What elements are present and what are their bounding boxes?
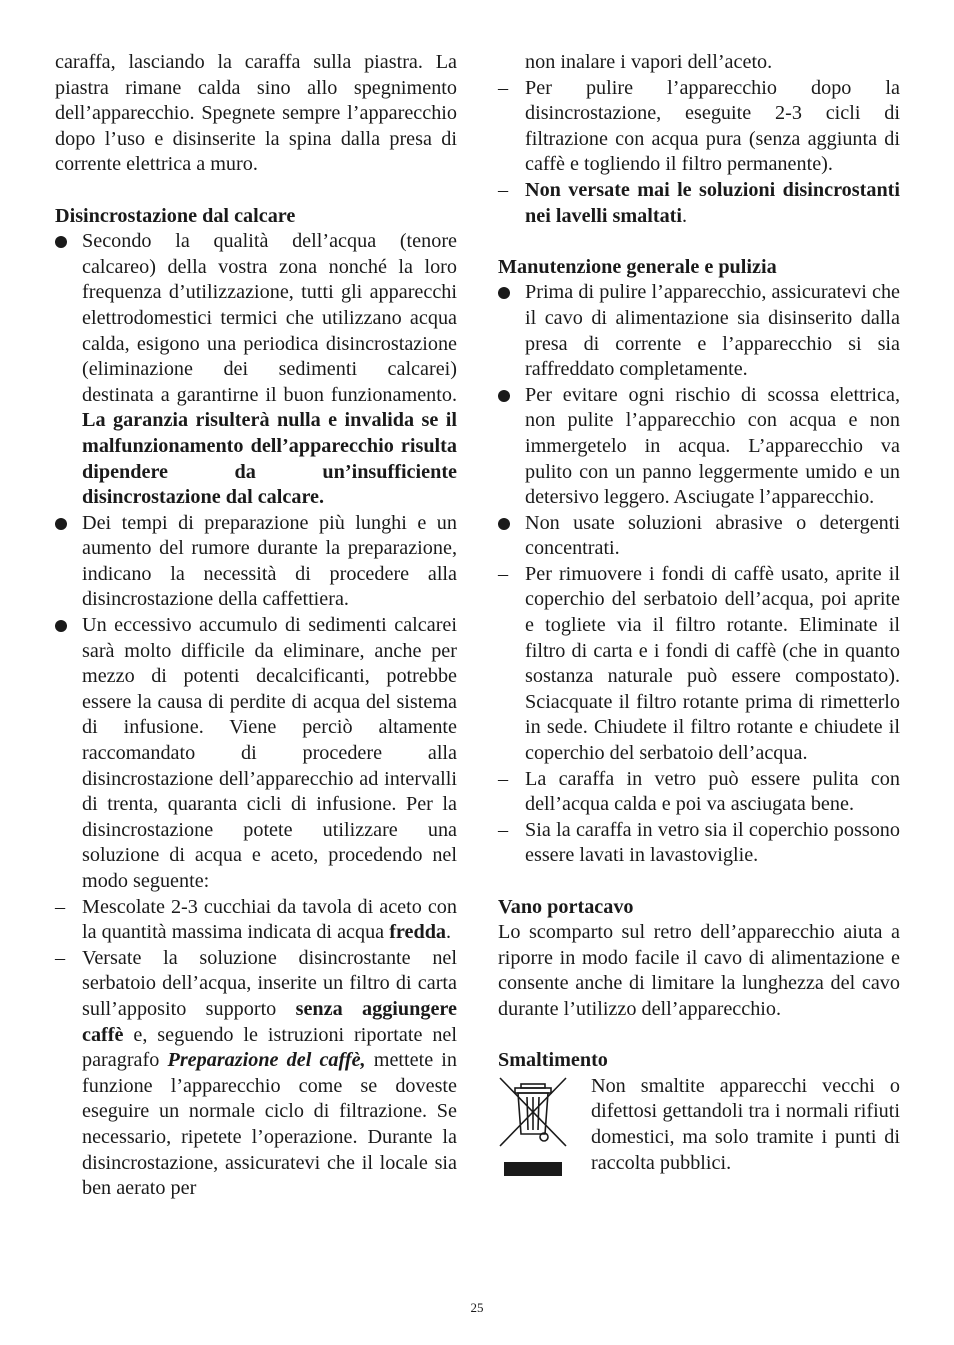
dash-marker: – bbox=[55, 895, 66, 918]
list-item bbox=[55, 946, 457, 1202]
bullet-icon bbox=[498, 511, 518, 538]
list-item-text: La caraffa in vetro può essere pulita con dell’acqua calda e poi va asciugata bene. bbox=[525, 767, 900, 816]
dash-marker: – bbox=[498, 818, 509, 841]
list-item bbox=[498, 818, 900, 869]
list-item-text: mettete in funzione l’apparecchio come se doveste eseguire un normale ciclo di filtrazione. Se necessario, ripetete l’operazione. Durante la disincrostazione, assicuratevi che il locale sia ben aerato per bbox=[82, 1049, 457, 1200]
list-item bbox=[498, 280, 900, 382]
cable-storage-paragraph: Lo scomparto sul retro dell’apparecchio aiuta a riporre in modo facile il cavo di alimentazione e consente anche di limitare la lunghezza del cavo durante l’utilizzo dell’apparecchio. bbox=[498, 921, 900, 1020]
warranty-warning: La garanzia risulterà nulla e invalida se il malfunzionamento dell’apparecchio risulta dipendere da un’insufficiente disincrostazione dal calcare. bbox=[82, 409, 457, 509]
dash-marker: – bbox=[55, 946, 66, 969]
section-reference: Preparazione del caffè, bbox=[167, 1049, 366, 1072]
bullet-icon bbox=[55, 511, 75, 538]
list-item-text: Non usate soluzioni abrasive o detergenti concentrati. bbox=[525, 511, 900, 560]
list-item-text: Versate la soluzione disincrostante nel serbatoio dell’acqua, inserite un filtro di carta sull’apposito supporto bbox=[82, 946, 457, 1020]
page-number: 25 bbox=[470, 1300, 484, 1315]
emphasis-text: fredda bbox=[389, 921, 447, 944]
list-item bbox=[498, 178, 900, 229]
dash-marker: – bbox=[498, 562, 509, 585]
list-item bbox=[498, 383, 900, 511]
bullet-icon bbox=[55, 613, 75, 640]
list-item bbox=[498, 562, 900, 767]
disposal-section bbox=[498, 1048, 900, 1176]
disposal-paragraph: Non smaltite apparecchi vecchi o difettosi gettandoli tra i normali rifiuti domestici, ma solo tramite i punti di raccolta pubblici. bbox=[591, 1074, 900, 1174]
list-item bbox=[498, 767, 900, 818]
list-item bbox=[55, 229, 457, 511]
maintenance-heading: Manutenzione generale e pulizia bbox=[498, 255, 777, 278]
emphasis-text: senza aggiungere caffè bbox=[82, 997, 457, 1046]
list-item bbox=[498, 511, 900, 562]
right-column bbox=[498, 50, 900, 1176]
list-item-text: Per rimuovere i fondi di caffè usato, aprite il coperchio del serbatoio dell’acqua, poi aprite e togliete via il filtro rotante. Eliminate il filtro di carta e i fondi di caffè (che in quanto sostanza naturale può essere compostato). Sciacquate il filtro rotante prima di rimetterlo in sede. Chiudete il filtro rotante e chiudete il coperchio del serbatoio dell’acqua. bbox=[525, 562, 900, 765]
cable-storage-heading: Vano portacavo bbox=[498, 895, 634, 918]
punctuation: . bbox=[682, 204, 688, 227]
list-item-text: e, seguendo le istruzioni riportate nel paragrafo bbox=[82, 1023, 457, 1072]
list-item-text: Un eccessivo accumulo di sedimenti calcarei sarà molto difficile da eliminare, anche per mezzo di potenti decalcificanti, potrebbe essere la causa di perdite di acqua del sistema di infusione. Viene perciò altamente raccomandato di procedere alla disincrostazione dell’apparecchio ad intervalli di trenta, quaranta cicli di infusione. Per la disincrostazione potete utilizzare una soluzione di acqua e aceto, procedendo nel modo seguente: bbox=[82, 614, 457, 892]
bullet-icon bbox=[498, 383, 518, 410]
intro-paragraph: caraffa, lasciando la caraffa sulla piastra. La piastra rimane calda sino allo spegnimento dell’apparecchio. Spegnete sempre l’apparecchio dopo l’uso e disinserite la spina dalla presa di corrente elettrica a muro. bbox=[55, 51, 457, 176]
list-item bbox=[55, 511, 457, 613]
dash-marker: – bbox=[498, 767, 509, 790]
disposal-heading: Smaltimento bbox=[498, 1049, 608, 1072]
dash-marker: – bbox=[498, 178, 509, 201]
list-item-text: Dei tempi di preparazione più lunghi e un aumento del rumore durante la preparazione, indicano la necessità di procedere alla disincrostazione della caffettiera. bbox=[82, 511, 457, 611]
descaling-heading: Disincrostazione dal calcare bbox=[55, 204, 296, 227]
punctuation: . bbox=[446, 921, 452, 944]
bullet-icon bbox=[55, 229, 75, 256]
bullet-icon bbox=[498, 280, 518, 307]
crossed-bin-icon bbox=[498, 1076, 568, 1180]
list-item-text: Sia la caraffa in vetro sia il coperchio possono essere lavati in lavastoviglie. bbox=[525, 818, 900, 867]
list-item bbox=[55, 895, 457, 946]
list-item-text: Per evitare ogni rischio di scossa elettrica, non pulite l’apparecchio con acqua e non immergetelo in acqua. L’apparecchio va pulito con un panno leggermente umido e un detersivo leggero. Asciugate l’apparecchio. bbox=[525, 383, 900, 509]
continued-text: non inalare i vapori dell’aceto. bbox=[525, 51, 773, 73]
emphasis-text: Non versate mai le soluzioni disincrostanti nei lavelli smaltati bbox=[525, 178, 900, 227]
list-item bbox=[498, 76, 900, 178]
list-item bbox=[55, 613, 457, 895]
left-column bbox=[55, 50, 457, 1202]
list-item-text: Secondo la qualità dell’acqua (tenore calcareo) della vostra zona nonché la loro frequenza d’utilizzazione, tutti gli apparecchi elettrodomestici termici che utilizzano acqua calda, esigono una periodica disincrostazione (eliminazione dei sedimenti calcarei) destinata a garantirne il buon funzionamento. bbox=[82, 230, 457, 406]
list-item-text: Prima di pulire l’apparecchio, assicuratevi che il cavo di alimentazione sia disinserito dalla presa di corrente e l’apparecchio si sia raffreddato completamente. bbox=[525, 281, 900, 381]
list-item-text: Per pulire l’apparecchio dopo la disincrostazione, eseguite 2-3 cicli di filtrazione con acqua pura (senza aggiunta di caffè e togliendo il filtro permanente). bbox=[525, 76, 900, 176]
dash-marker: – bbox=[498, 76, 509, 99]
list-item-text: Mescolate 2-3 cucchiai da tavola di aceto con la quantità massima indicata di acqua bbox=[82, 895, 457, 944]
